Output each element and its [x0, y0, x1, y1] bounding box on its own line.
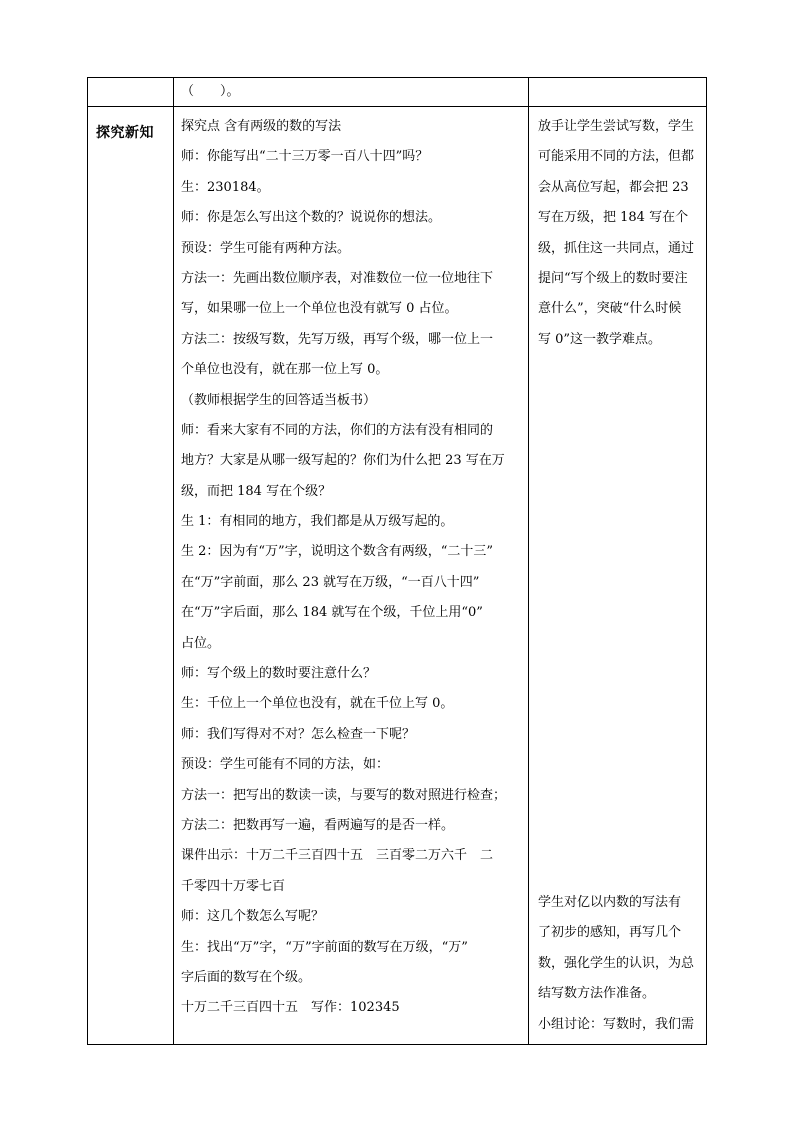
text-line: 师：看来大家有不同的方法，你们的方法有没有相同的 [181, 422, 494, 438]
text-line: 生：230184。 [181, 179, 270, 195]
text-line: 生：找出“万”字，“万”字前面的数写在万级，“万” [181, 939, 468, 955]
note-line: 小组讨论：写数时，我们需 [538, 1016, 695, 1032]
text-line: （教师根据学生的回答适当板书） [181, 392, 377, 408]
text-line: 师：你是怎么写出这个数的？说说你的想法。 [181, 210, 442, 226]
text-line: 写，如果哪一位上一个单位也没有就写 0 占位。 [181, 301, 458, 317]
text-line: 方法二：按级写数，先写万级，再写个级，哪一位上一 [181, 331, 494, 347]
notes-block-2 [538, 888, 701, 1040]
note-line: 数，强化学生的认识，为总 [538, 955, 695, 971]
text-line: 生：千位上一个单位也没有，就在千位上写 0。 [181, 696, 454, 712]
lesson-table [87, 77, 707, 1045]
text-line: 师：这几个数怎么写呢？ [181, 909, 325, 925]
text-line: 千零四十万零七百 [181, 878, 286, 894]
section-label: 探究新知 [96, 125, 154, 141]
note-line: 意什么”，突破“什么时候 [538, 301, 682, 317]
text-line: 预设：学生可能有两种方法。 [181, 240, 351, 256]
note-line: 写 0”这一教学难点。 [538, 331, 662, 347]
main-content [181, 112, 526, 1024]
note-line: 级，抓住这一共同点，通过 [538, 240, 695, 256]
note-line: 会从高位写起，都会把 23 [538, 179, 689, 195]
text-line: 生 2：因为有“万”字，说明这个数含有两级，“二十三” [181, 544, 493, 560]
note-line: 学生对亿以内数的写法有 [538, 895, 682, 910]
text-line: 地方？大家是从哪一级写起的？你们为什么把 23 写在万 [181, 453, 505, 469]
text-line: 级，而把 184 写在个级？ [181, 483, 332, 499]
row-divider [88, 106, 706, 107]
text-line: 师：你能写出“二十三万零一百八十四”吗？ [181, 149, 429, 165]
text-line: 方法一：先画出数位顺序表，对准数位一位一位地往下 [181, 270, 494, 286]
column-divider [528, 78, 529, 1044]
top-row-text: （ ）。 [181, 84, 240, 99]
text-line: 在“万”字后面，那么 184 就写在个级，千位上用“0” [181, 605, 483, 621]
notes-block-1 [538, 112, 701, 355]
text-line: 方法一：把写出的数读一读，与要写的数对照进行检查； [181, 787, 507, 803]
note-line: 放手让学生尝试写数，学生 [538, 119, 695, 134]
text-line: 十万二千三百四十五 写作：102345 [181, 1000, 400, 1016]
text-line: 探究点 含有两级的数的写法 [181, 119, 342, 134]
text-line: 生 1：有相同的地方，我们都是从万级写起的。 [181, 514, 454, 530]
text-line: 课件出示：十万二千三百四十五 三百零二万六千 二 [181, 848, 494, 864]
note-line: 提问“写个级上的数时要注 [538, 270, 688, 286]
note-line: 了初步的感知，再写几个 [538, 925, 682, 941]
text-line: 个单位也没有，就在那一位上写 0。 [181, 362, 389, 378]
text-line: 师：写个级上的数时要注意什么？ [181, 666, 377, 682]
text-line: 师：我们写得对不对？怎么检查一下呢？ [181, 726, 416, 742]
text-line: 字后面的数写在个级。 [181, 969, 312, 985]
text-line: 占位。 [181, 635, 221, 651]
note-line: 可能采用不同的方法，但都 [538, 149, 695, 165]
text-line: 方法二：把数再写一遍，看两遍写的是否一样。 [181, 817, 455, 833]
text-line: 预设：学生可能有不同的方法，如： [181, 757, 390, 773]
text-line: 在“万”字前面，那么 23 就写在万级，“一百八十四” [181, 574, 480, 590]
note-line: 写在万级，把 184 写在个 [538, 210, 689, 226]
column-divider [173, 78, 174, 1044]
note-line: 结写数方法作准备。 [538, 986, 656, 1002]
